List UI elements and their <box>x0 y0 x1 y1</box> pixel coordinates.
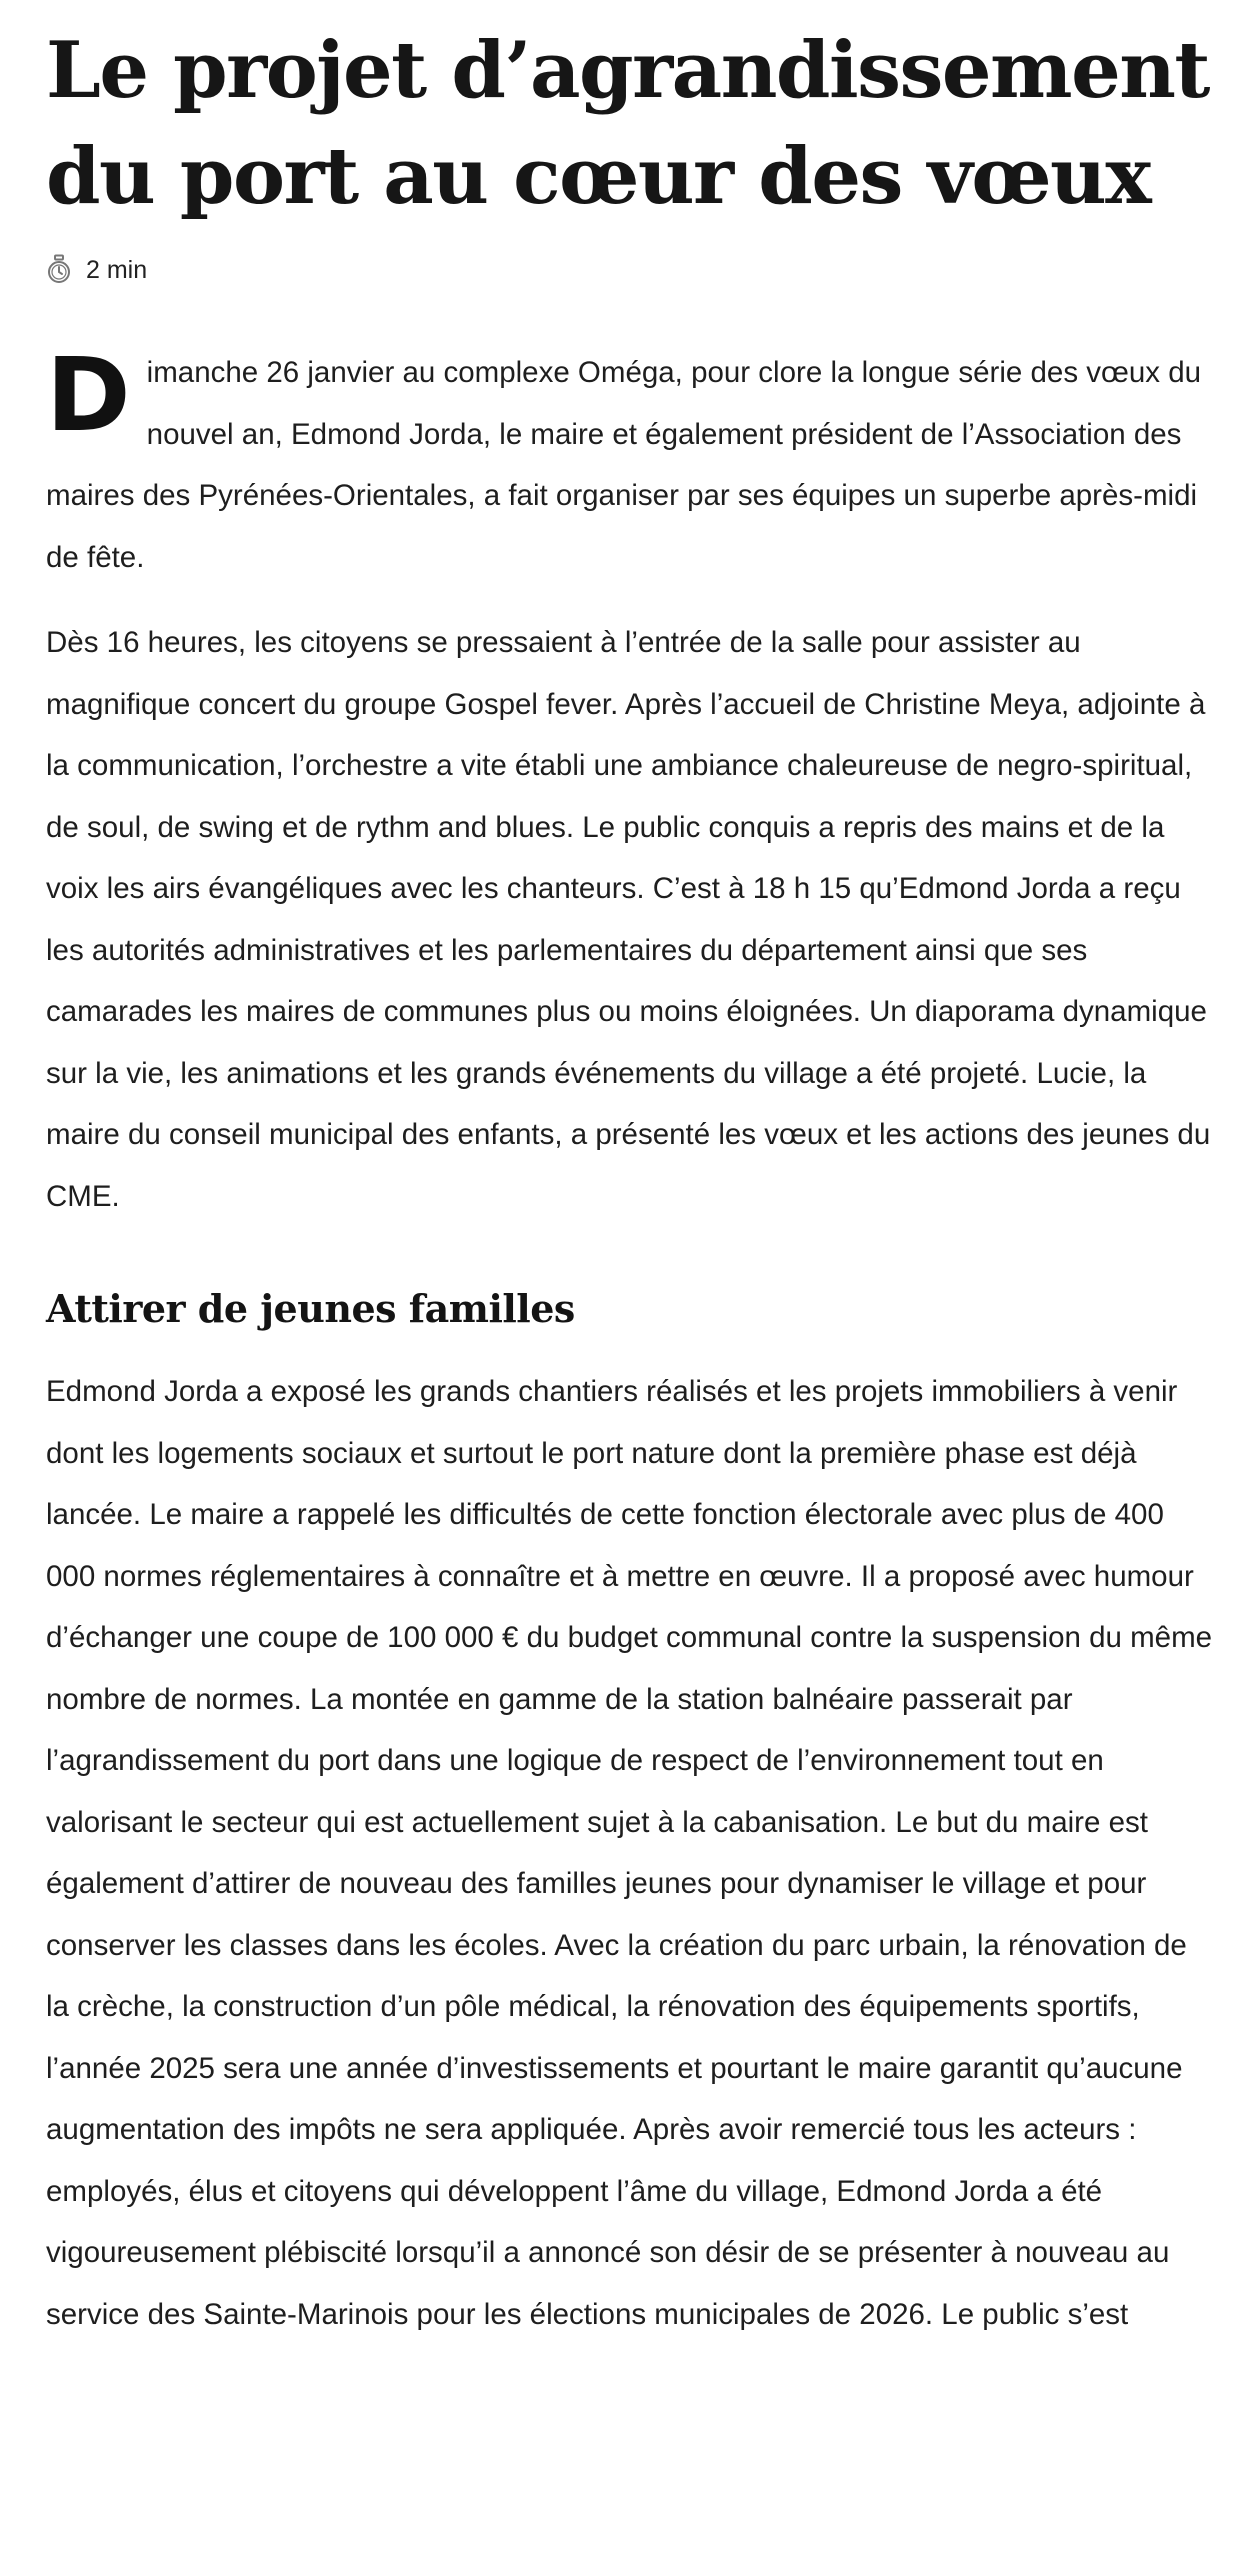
paragraph-2: Dès 16 heures, les citoyens se pressaient à l’entrée de la salle pour assister au magnifique concert du groupe Gospel fever. Après l’accueil de Christine Meya, adjointe à la communication, l’orchestre a vite établi une ambiance chaleureuse de negro-spiritual, de soul, de swing et de rythm and blues. Le public conquis a repris des mains et de la voix les airs évangéliques avec les chanteurs. C’est à 18 h 15 qu’Edmond Jorda a reçu les autorités administratives et les parlementaires du département ainsi que ses camarades les maires de communes plus ou moins éloignées. Un diaporama dynamique sur la vie, les animations et les grands événements du village a été projeté. Lucie, la maire du conseil municipal des enfants, a présenté les vœux et les actions des jeunes du CME. <box>46 626 1211 1213</box>
article-title: Le projet d’agrandissement du port au cœur des vœux <box>46 25 1209 222</box>
drop-cap: D <box>46 336 131 455</box>
stopwatch-icon <box>46 254 72 286</box>
intro-paragraph <box>46 336 1217 588</box>
paragraph-3: Edmond Jorda a exposé les grands chantiers réalisés et les projets immobiliers à venir dont les logements sociaux et surtout le port nature dont la première phase est déjà lancée. Le maire a rappelé les difficultés de cette fonction électorale avec plus de 400 000 normes réglementaires à connaître et à mettre en œuvre. Il a proposé avec humour d’échanger une coupe de 100 000 € du budget communal contre la suspension du même nombre de normes. La montée en gamme de la station balnéaire passerait par l’agrandissement du port dans une logique de respect de l’environnement tout en valorisant le secteur qui est actuellement sujet à la cabanisation. Le but du maire est également d’attirer de nouveau des familles jeunes pour dynamiser le village et pour conserver les classes dans les écoles. Avec la création du parc urbain, la rénovation de la crèche, la construction d’un pôle médical, la rénovation des équipements sportifs, l’année 2025 sera une année d’investissements et pourtant le maire garantit qu’aucune augmentation des impôts ne sera appliquée. Après avoir remercié tous les acteurs : employés, élus et citoyens qui développent l’âme du village, Edmond Jorda a été vigoureusement plébiscité lorsqu’il a annoncé son désir de se présenter à nouveau au service des Sainte-Marinois pour les élections municipales de 2026. Le public s’est <box>46 1375 1213 2331</box>
intro-text: imanche 26 janvier au complexe Oméga, pour clore la longue série des vœux du nouvel an, Edmond Jorda, le maire et également président de l’Association des maires des Pyrénées-Orientales, a fait organiser par ses équipes un superbe après-midi de fête. <box>46 356 1202 574</box>
reading-time <box>46 250 1217 290</box>
section-heading: Attirer de jeunes familles <box>46 1286 575 1331</box>
read-time-label: 2 min <box>86 255 148 284</box>
